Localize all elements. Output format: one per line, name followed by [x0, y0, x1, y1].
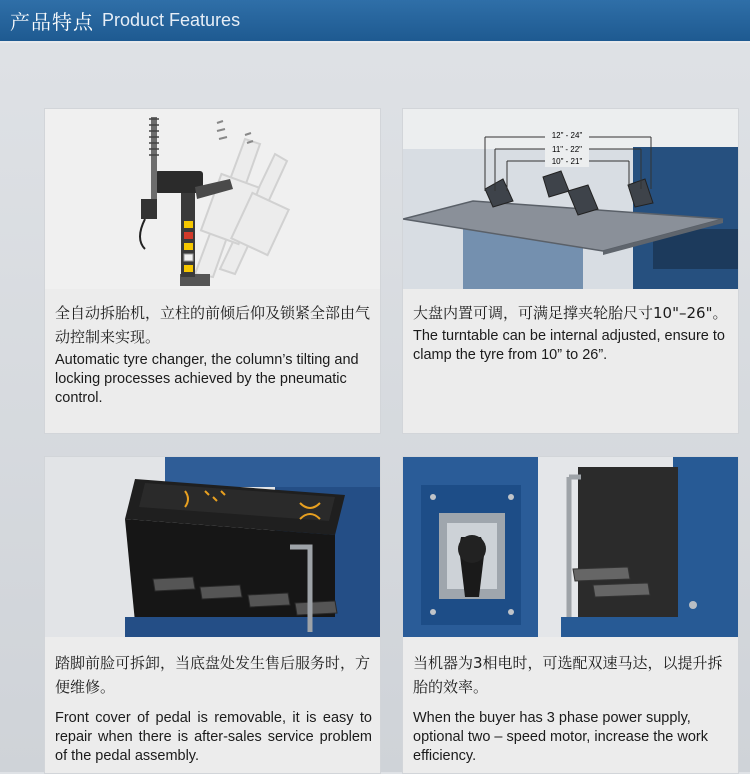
dimension-label-10-21: 10" - 21" — [551, 157, 583, 166]
dimension-label-11-22: 11" - 22" — [552, 145, 582, 154]
pedal-assembly-image — [45, 457, 380, 637]
dimension-label-12-24: 12" - 24" — [551, 131, 583, 140]
feature-description-en: Front cover of pedal is removable, it is easy to repair when there is after-sales service problem of the pedal assembly. — [55, 710, 372, 764]
feature-description-en: The turntable can be internal adjusted, ensure to clamp the tyre from 10” to 26”. — [413, 328, 725, 363]
feature-description-en: When the buyer has 3 phase power supply, optional two – speed motor, increase the work efficiency. — [413, 710, 708, 764]
feature-description-cn: 大盘内置可调，可满足撑夹轮胎尺寸10"–26"。 — [413, 304, 728, 322]
header-title-en: Product Features — [102, 10, 241, 30]
section-header — [0, 0, 750, 43]
motor-switch-image — [403, 457, 738, 637]
tyre-changer-column-image — [45, 109, 380, 289]
turntable-image — [403, 109, 738, 289]
feature-card-two-speed-motor — [402, 456, 739, 774]
feature-description-cn: 当机器为3相电时，可选配双速马达，以提升拆胎的效率。 — [413, 654, 723, 696]
feature-description-en: Automatic tyre changer, the column’s tilting and locking processes achieved by the pneumatic control. — [55, 352, 359, 406]
feature-card-pedal-cover — [44, 456, 381, 774]
feature-card-turntable — [402, 108, 739, 434]
header-title-cn: 产品特点 — [10, 10, 94, 34]
feature-description-cn: 踏脚前脸可拆卸，当底盘处发生售后服务时，方便维修。 — [55, 654, 371, 696]
feature-description-cn: 全自动拆胎机，立柱的前倾后仰及锁紧全部由气动控制来实现。 — [55, 304, 371, 346]
feature-card-tilting-column — [44, 108, 381, 434]
